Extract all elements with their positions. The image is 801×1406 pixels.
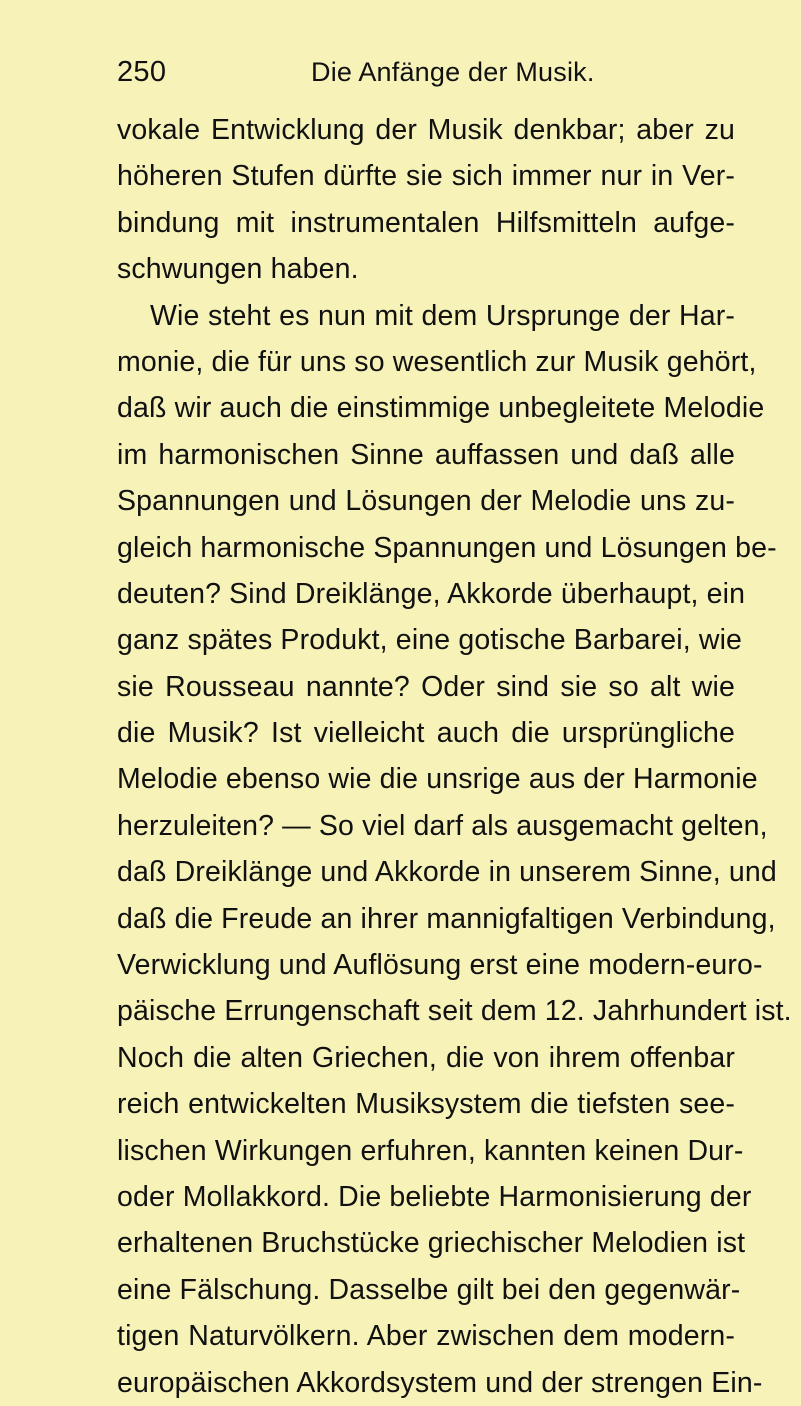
text-line: die Musik? Ist vielleicht auch die ursprüngliche — [117, 717, 735, 750]
text-line: herzuleiten? — So viel darf als ausgemacht gelten, — [117, 809, 768, 842]
text-line: gleich harmonische Spannungen und Lösungen be- — [117, 531, 777, 564]
text-line: europäischen Akkordsystem und der strengen Ein- — [117, 1366, 763, 1399]
page-number: 250 — [117, 56, 167, 88]
text-line: oder Mollakkord. Die beliebte Harmonisierung der — [117, 1180, 752, 1213]
text-line: päische Errungenschaft seit dem 12. Jahrhundert ist. — [117, 995, 792, 1028]
text-line: bindung mit instrumentalen Hilfsmitteln aufge- — [117, 206, 735, 239]
text-line: reich entwickelten Musiksystem die tiefsten see- — [117, 1088, 735, 1121]
text-line: daß Dreiklänge und Akkorde in unserem Sinne, und — [117, 856, 777, 889]
text-line: höheren Stufen dürfte sie sich immer nur in Ver- — [117, 160, 735, 193]
text-line: lischen Wirkungen erfuhren, kannten keinen Dur- — [117, 1134, 744, 1167]
body-text — [117, 107, 792, 1406]
text-line: eine Fälschung. Dasselbe gilt bei den gegenwär- — [117, 1273, 741, 1306]
text-line: erhaltenen Bruchstücke griechischer Melodien ist — [117, 1227, 746, 1260]
text-line: Verwicklung und Auflösung erst eine modern-euro- — [117, 949, 763, 982]
text-line: deuten? Sind Dreiklänge, Akkorde überhaupt, ein — [117, 577, 746, 610]
page-header — [117, 56, 717, 96]
text-line: tigen Naturvölkern. Aber zwischen dem modern- — [117, 1320, 735, 1353]
text-line: Spannungen und Lösungen der Melodie uns zu- — [117, 485, 735, 518]
running-title: Die Anfänge der Musik. — [311, 57, 595, 87]
text-line: ganz spätes Produkt, eine gotische Barbarei, wie — [117, 624, 743, 657]
text-line: im harmonischen Sinne auffassen und daß alle — [117, 438, 735, 471]
text-line: schwungen haben. — [117, 253, 359, 286]
text-line: daß die Freude an ihrer mannigfaltigen Verbindung, — [117, 902, 776, 935]
text-line: monie, die für uns so wesentlich zur Musik gehört, — [117, 345, 757, 378]
text-line: daß wir auch die einstimmige unbegleitete Melodie — [117, 392, 765, 425]
text-line: vokale Entwicklung der Musik denkbar; aber zu — [117, 114, 735, 146]
text-line: sie Rousseau nannte? Oder sind sie so alt wie — [117, 670, 735, 703]
text-line: Noch die alten Griechen, die von ihrem offenbar — [117, 1041, 735, 1074]
text-line: Melodie ebenso wie die unsrige aus der Harmonie — [117, 763, 758, 796]
paragraph-start-line: Wie steht es nun mit dem Ursprunge der Har- — [150, 299, 735, 332]
